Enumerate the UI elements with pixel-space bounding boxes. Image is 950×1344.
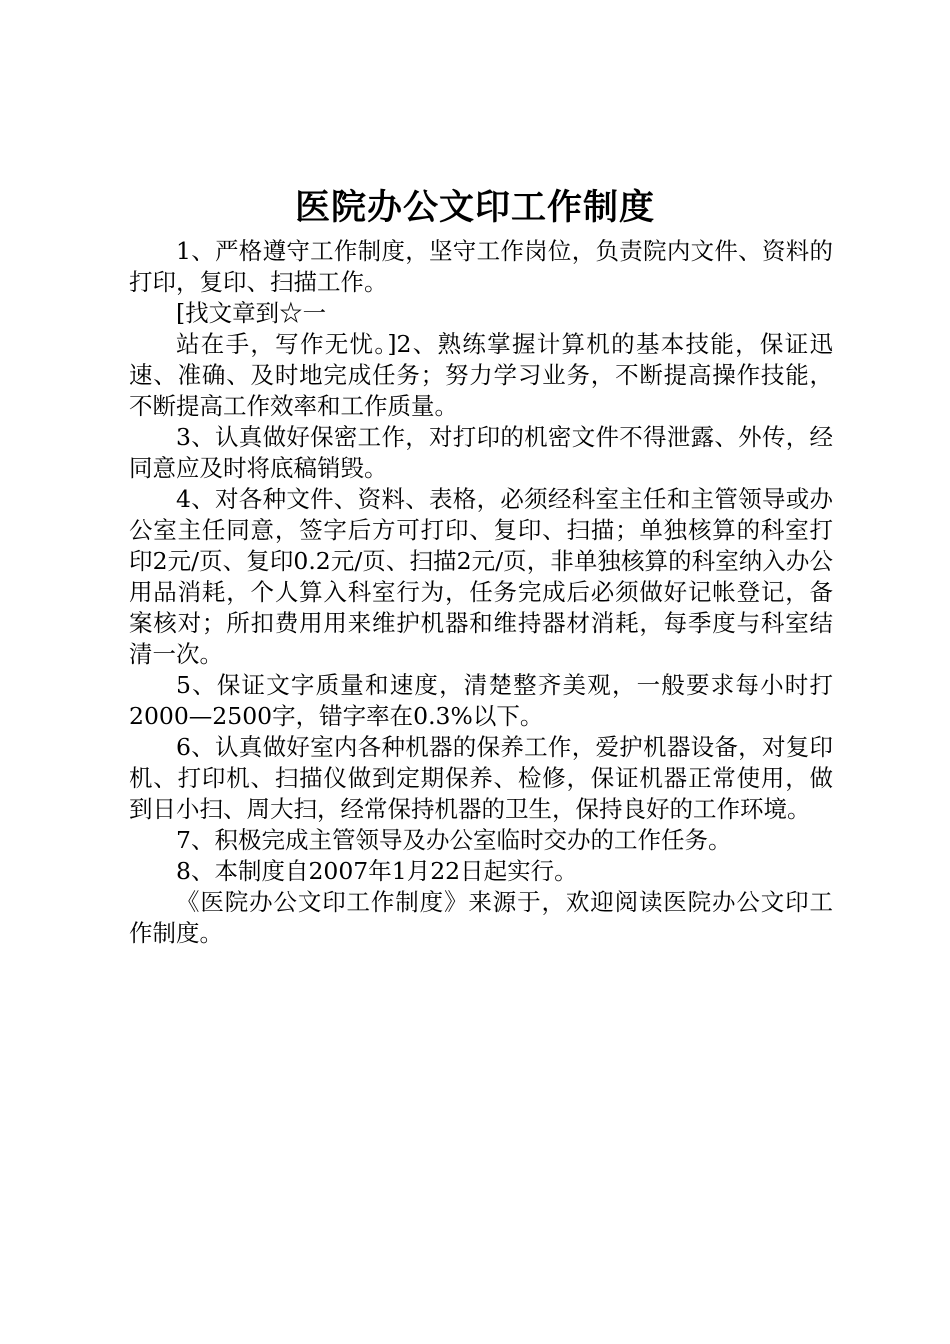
paragraph-7: 6、认真做好室内各种机器的保养工作，爱护机器设备，对复印机、打印机、扫描仪做到定期保养、检修，保证机器正常使用，做到日小扫、周大扫，经常保持机器的卫生，保持良好的工作环境。 (129, 733, 833, 823)
paragraph-6: 5、保证文字质量和速度，清楚整齐美观，一般要求每小时打2000—2500字，错字率在0.3%以下。 (129, 671, 833, 730)
paragraph-3: 站在手，写作无忧。]2、熟练掌握计算机的基本技能，保证迅速、准确、及时地完成任务；努力学习业务，不断提高操作技能，不断提高工作效率和工作质量。 (129, 330, 833, 420)
paragraph-8: 7、积极完成主管领导及办公室临时交办的工作任务。 (176, 826, 732, 854)
paragraph-1: 1、严格遵守工作制度，坚守工作岗位，负责院内文件、资料的打印，复印、扫描工作。 (129, 237, 833, 296)
document-body (129, 236, 833, 949)
document-title: 医院办公文印工作制度 (294, 187, 655, 228)
paragraph-5: 4、对各种文件、资料、表格，必须经科室主任和主管领导或办公室主任同意，签字后方可打印、复印、扫描；单独核算的科室打印2元/页、复印0.2元/页、扫描2元/页，非单独核算的科室纳入办公用品消耗，个人算入科室行为，任务完成后必须做好记帐登记，备案核对；所扣费用用来维护机器和维持器材消耗，每季度与科室结清一次。 (129, 485, 833, 668)
paragraph-4: 3、认真做好保密工作，对打印的机密文件不得泄露、外传，经同意应及时将底稿销毁。 (129, 423, 833, 482)
paragraph-9: 8、本制度自2007年1月22日起实行。 (176, 857, 578, 885)
paragraph-10: 《医院办公文印工作制度》来源于，欢迎阅读医院办公文印工作制度。 (129, 888, 833, 947)
paragraph-2: [找文章到☆一 (176, 299, 327, 327)
